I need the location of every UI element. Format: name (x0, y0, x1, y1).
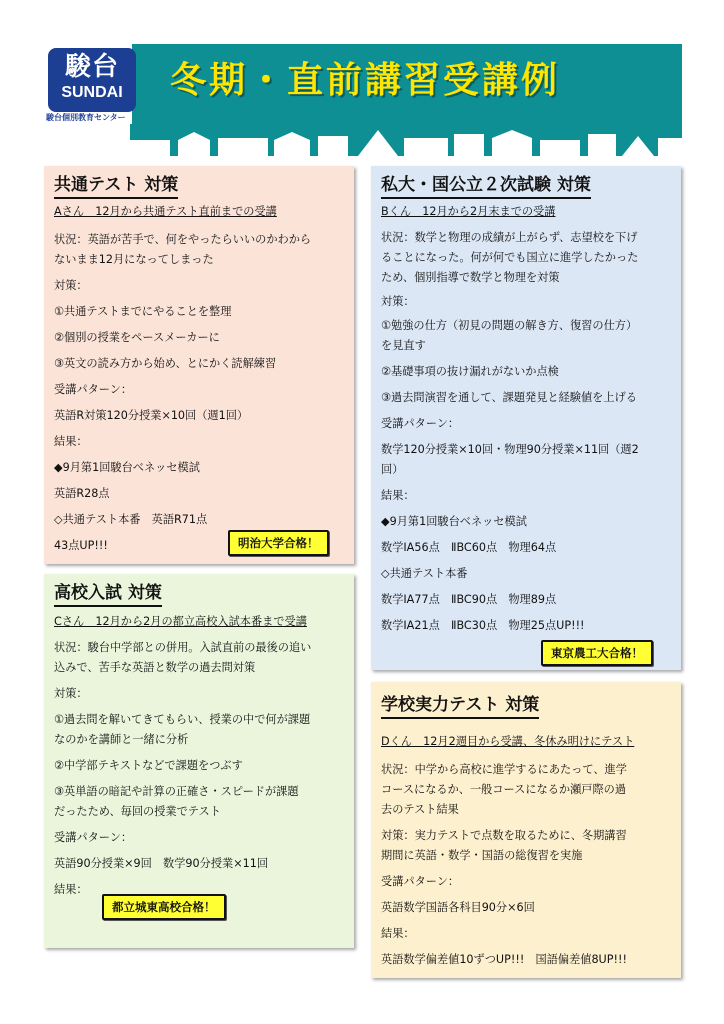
card-line: ◆9月第1回駿台ベネッセ模試 (381, 515, 527, 528)
card-line: 受講パターン： (381, 417, 460, 430)
card-line: 英語R対策120分授業×10回（週1回） (54, 409, 249, 422)
card-line: ③英単語の暗記や計算の正確さ・スピードが課題 (54, 785, 299, 798)
card-line: Dくん 12月2週目から受講、冬休み明けにテスト (381, 735, 635, 748)
logo-caption: 駿台個別教育センター (46, 113, 126, 122)
page-title: 冬期・直前講習受講例 (170, 60, 561, 101)
card-heading: 高校入試 対策 (54, 578, 162, 607)
card-line: ②中学部テキストなどで課題をつぶす (54, 759, 243, 772)
town-skyline-illustration (42, 126, 682, 156)
card-line: ないまま12月になってしまった (54, 253, 214, 266)
card-line: 状況：駿台中学部との併用。入試直前の最後の追い (54, 641, 312, 654)
card-line: ①共通テストまでにやることを整理 (54, 305, 232, 318)
card-line: 43点UP!!! (54, 539, 108, 552)
card-line: 受講パターン： (381, 875, 460, 888)
card-line: 状況：英語が苦手で、何をやったらいいのかわから (54, 233, 312, 246)
card-school-test (371, 682, 681, 978)
card-line: ◇共通テスト本番 (381, 567, 468, 580)
card-line: ①勉強の仕方（初見の問題の解き方、復習の仕方） (381, 319, 638, 332)
card-line: 英語R28点 (54, 487, 110, 500)
header (42, 44, 682, 156)
card-line: コースになるか、一般コースになるか瀬戸際の過 (381, 783, 627, 796)
result-badge: 東京農工大合格！ (541, 640, 653, 666)
logo-main: 駿台 (64, 52, 119, 82)
card-university-exam (371, 166, 681, 670)
card-line: 英語数学国語各科目90分×6回 (381, 901, 535, 914)
sundai-logo (42, 44, 132, 124)
logo-box (48, 48, 136, 112)
card-line: 状況：中学から高校に進学するにあたって、進学 (381, 763, 627, 776)
card-line: 対策： (54, 279, 88, 292)
card-line: 期間に英語・数学・国語の総復習を実施 (381, 849, 583, 862)
card-line: 数学120分授業×10回・物理90分授業×11回（週2 (381, 443, 639, 456)
card-line: 英語90分授業×9回 数学90分授業×11回 (54, 857, 269, 870)
card-line: ◇共通テスト本番 英語R71点 (54, 513, 208, 526)
card-line: 数学ⅠA56点 ⅡBC60点 物理64点 (381, 541, 557, 554)
result-badge: 明治大学合格！ (228, 530, 329, 556)
card-heading: 私大・国公立２次試験 対策 (381, 170, 591, 199)
card-line: 結果： (54, 435, 88, 448)
card-common-test (44, 166, 354, 564)
card-high-school-exam (44, 574, 354, 948)
card-line: 込みで、苦手な英語と数学の過去問対策 (54, 661, 256, 674)
card-line: 結果： (381, 489, 415, 502)
logo-sub: SUNDAI (61, 84, 123, 101)
card-line: Cさん 12月から2月の都立高校入試本番まで受講 (54, 615, 307, 628)
card-heading: 共通テスト 対策 (54, 170, 178, 199)
result-badge: 都立城東高校合格！ (102, 894, 226, 920)
card-line: 去のテスト結果 (381, 803, 459, 816)
card-line: Aさん 12月から共通テスト直前までの受講 (54, 205, 277, 218)
card-line: 回） (381, 463, 404, 476)
card-heading: 学校実力テスト 対策 (381, 690, 539, 719)
card-line: ることになった。何が何でも国立に進学したかった (381, 251, 639, 264)
card-line: ため、個別指導で数学と物理を対策 (381, 271, 560, 284)
card-line: 対策：実力テストで点数を取るために、冬期講習 (381, 829, 627, 842)
card-line: ②個別の授業をペースメーカーに (54, 331, 220, 344)
card-line: なのかを講師と一緒に分析 (54, 733, 189, 746)
card-line: 数学ⅠA21点 ⅡBC30点 物理25点UP!!! (381, 619, 585, 632)
card-line: 数学ⅠA77点 ⅡBC90点 物理89点 (381, 593, 557, 606)
card-line: 受講パターン： (54, 383, 133, 396)
card-line: 受講パターン： (54, 831, 133, 844)
card-line: ②基礎事項の抜け漏れがないか点検 (381, 365, 559, 378)
card-line: 結果： (381, 927, 415, 940)
card-line: だったため、毎回の授業でテスト (54, 805, 221, 818)
card-line: を見直す (381, 339, 426, 352)
card-line: 対策： (381, 295, 415, 308)
card-line: 対策： (54, 687, 88, 700)
card-line: Bくん 12月から2月末までの受講 (381, 205, 556, 218)
card-line: 英語数学偏差値10ずつUP!!! 国語偏差値8UP!!! (381, 953, 627, 966)
card-line: ①過去問を解いてきてもらい、授業の中で何が課題 (54, 713, 311, 726)
card-line: ◆9月第1回駿台ベネッセ模試 (54, 461, 200, 474)
card-line: ③過去問演習を通して、課題発見と経験値を上げる (381, 391, 637, 404)
card-line: 結果： (54, 883, 88, 896)
card-line: 状況：数学と物理の成績が上がらず、志望校を下げ (381, 231, 638, 244)
card-line: ③英文の読み方から始め、とにかく読解練習 (54, 357, 277, 370)
